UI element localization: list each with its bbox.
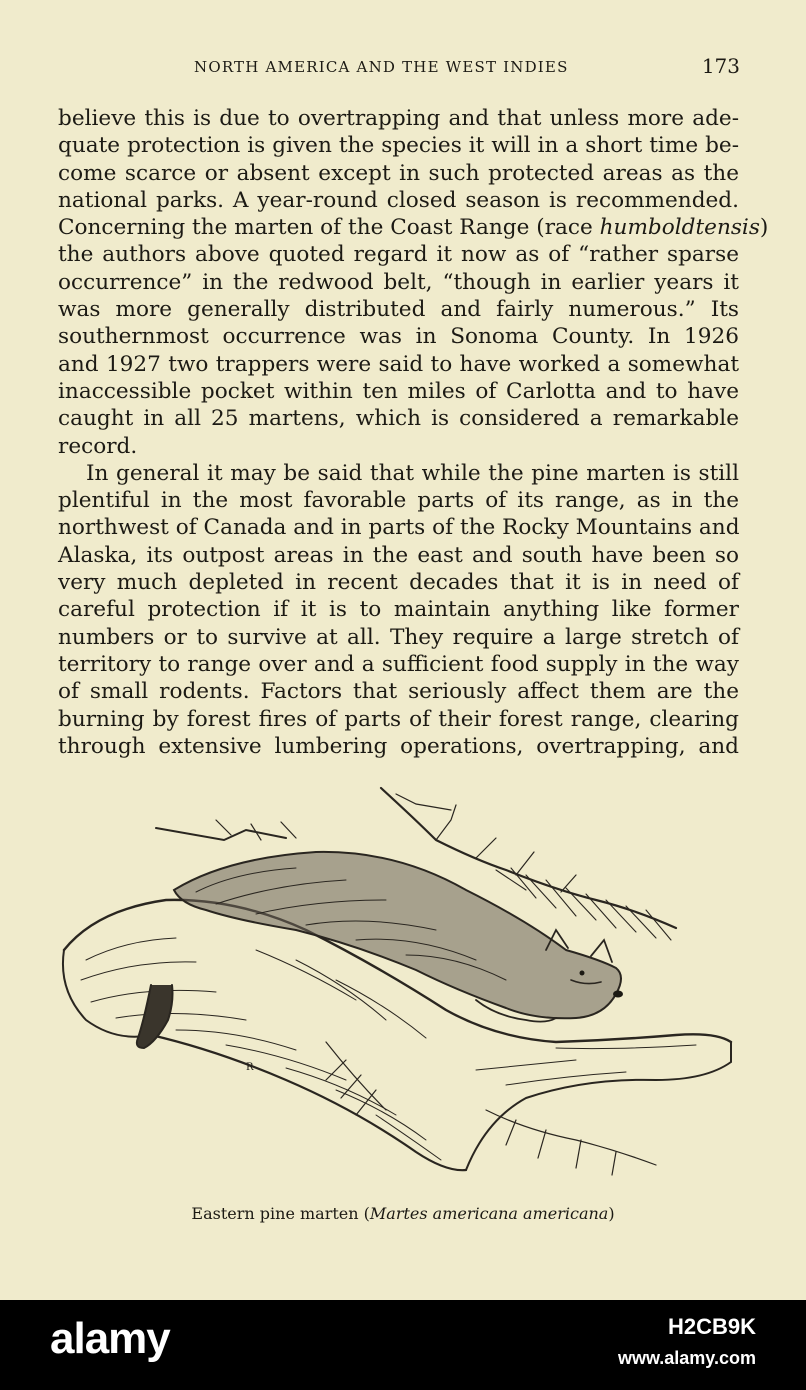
pine-marten-illustration xyxy=(56,780,746,1180)
body-text xyxy=(58,105,769,760)
paragraph-2 xyxy=(58,460,739,760)
text-line: plentiful in the most favorable parts of its range, as in the xyxy=(58,488,739,514)
text-line: record. xyxy=(58,433,138,459)
watermark-url: www.alamy.com xyxy=(617,1348,756,1368)
text-line: territory to range over and a sufficient food supply in the way xyxy=(58,651,739,677)
text-line: Alaska, its outpost areas in the east and south have been so xyxy=(58,542,739,568)
paragraph-1 xyxy=(58,105,769,460)
text-line: inaccessible pocket within ten miles of Carlotta and to have xyxy=(58,378,739,404)
text-line: quate protection is given the species it will in a short time be- xyxy=(58,133,739,159)
text-line: was more generally distributed and fairly numerous.” Its xyxy=(58,297,739,323)
text-line: national parks. A year-round closed season is recommended. xyxy=(58,187,739,213)
alamy-logo: alamy xyxy=(50,1314,170,1363)
race-name: humboldtensis xyxy=(599,215,760,241)
image-id: H2CB9K xyxy=(667,1314,756,1339)
text-line: come scarce or absent except in such protected areas as the xyxy=(58,160,739,186)
figure-caption xyxy=(0,1204,806,1223)
text-line: burning by forest fires of parts of their forest range, clearing xyxy=(58,706,739,732)
text-line: very much depleted in recent decades that it is in need of xyxy=(58,570,739,596)
text-line: through extensive lumbering operations, overtrapping, and xyxy=(58,733,739,759)
text-line: of small rodents. Factors that seriously affect them are the xyxy=(58,679,739,705)
text-line: caught in all 25 martens, which is considered a remarkable xyxy=(58,406,739,432)
page-number: 173 xyxy=(701,54,740,78)
text-line: the authors above quoted regard it now as of “rather sparse xyxy=(58,242,739,268)
text-line: occurrence” in the redwood belt, “though in earlier years it xyxy=(58,269,739,295)
text-line: In general it may be said that while the pine marten is still xyxy=(86,460,739,486)
running-head xyxy=(60,54,740,80)
running-title: NORTH AMERICA AND THE WEST INDIES xyxy=(194,58,569,76)
text-line: and 1927 two trappers were said to have worked a somewhat xyxy=(58,351,739,377)
artist-initials: R xyxy=(246,1062,254,1073)
caption-species: Martes americana americana xyxy=(369,1204,609,1223)
text-run: Concerning the marten of the Coast Range (race xyxy=(58,215,600,241)
text-line xyxy=(58,214,769,241)
caption-suffix: ) xyxy=(608,1204,615,1223)
text-line: numbers or to survive at all. They require a large stretch of xyxy=(58,624,739,650)
text-line: careful protection if it is to maintain anything like former xyxy=(58,597,739,623)
text-line: believe this is due to overtrapping and that unless more ade- xyxy=(58,106,739,131)
text-line: northwest of Canada and in parts of the Rocky Mountains and xyxy=(58,515,740,541)
text-line: southernmost occurrence was in Sonoma County. In 1926 xyxy=(58,324,739,350)
text-run: ) xyxy=(759,215,769,241)
caption-prefix: Eastern pine marten ( xyxy=(191,1204,370,1223)
watermark-bar xyxy=(0,1300,806,1390)
